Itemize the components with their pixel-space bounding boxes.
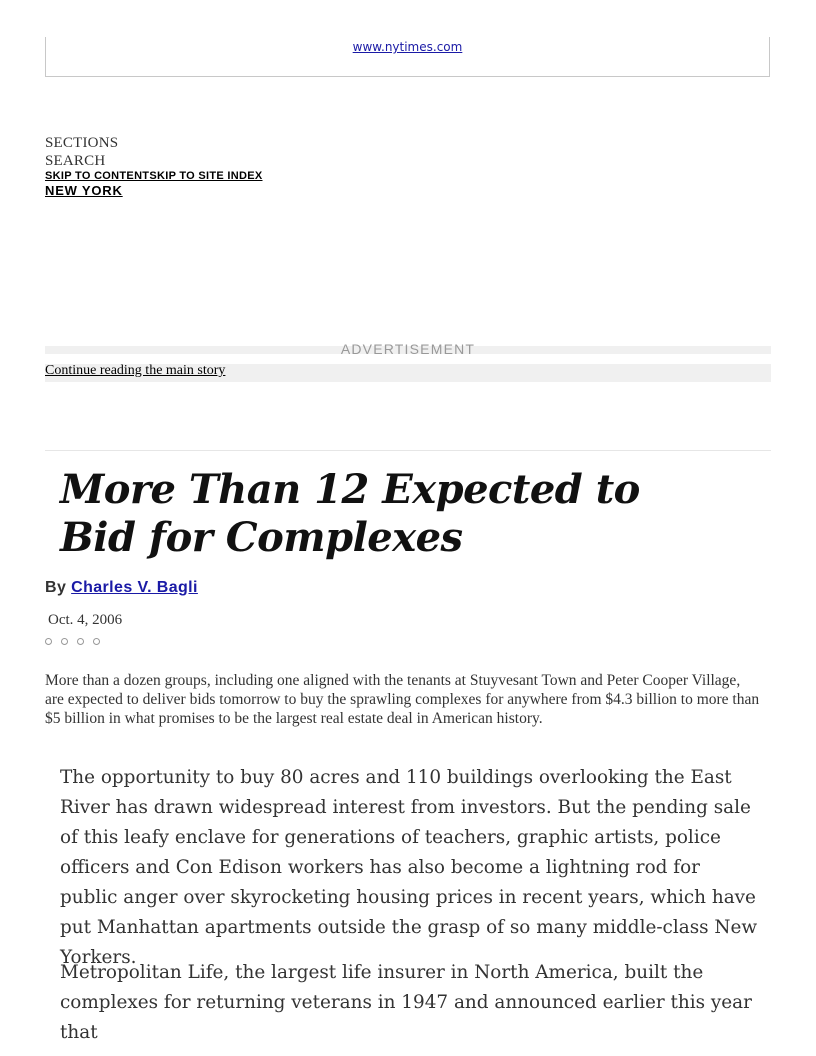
byline [45,579,198,597]
more-icon[interactable] [93,638,100,645]
share-tools [45,638,100,645]
author-link[interactable]: Charles V. Bagli [71,579,198,596]
archive-frame [45,37,770,77]
facebook-icon[interactable] [45,638,52,645]
section-link-new-york[interactable]: NEW YORK [45,183,123,198]
header-divider [45,450,771,451]
skip-links[interactable]: SKIP TO CONTENTSKIP TO SITE INDEX [45,170,263,182]
byline-prefix: By [45,579,67,596]
article-summary: More than a dozen groups, including one aligned with the tenants at Stuyvesant Town and Peter Cooper Village, are expected to deliver bids tomorrow to buy the sprawling complexes for anywhere from $4.3 billion to more than $5 billion in what promises to be the largest real estate deal in American history. [45,672,760,727]
article-date: Oct. 4, 2006 [48,612,123,628]
article-headline: More Than 12 Expected to Bid for Complexes [60,466,640,561]
story-paragraph: The opportunity to buy 80 acres and 110 buildings overlooking the East River has drawn widespread interest from investors. But the pending sale of this leafy enclave for generations of teachers, graphic artists, police officers and Con Edison workers has also become a lightning rod for public anger over skyrocketing housing prices in recent years, which have put Manhattan apartments outside the grasp of so many middle-class New Yorkers. [60,767,758,968]
continue-reading-link[interactable]: Continue reading the main story [45,363,226,378]
sections-button[interactable]: SECTIONS [45,135,119,151]
advertisement-label: ADVERTISEMENT [340,341,476,357]
email-icon[interactable] [77,638,84,645]
story-paragraph: Metropolitan Life, the largest life insurer in North America, built the complexes for returning veterans in 1947 and announced earlier this year that [60,962,752,1043]
twitter-icon[interactable] [61,638,68,645]
search-button[interactable]: SEARCH [45,153,106,169]
nytimes-link[interactable]: www.nytimes.com [352,40,463,54]
